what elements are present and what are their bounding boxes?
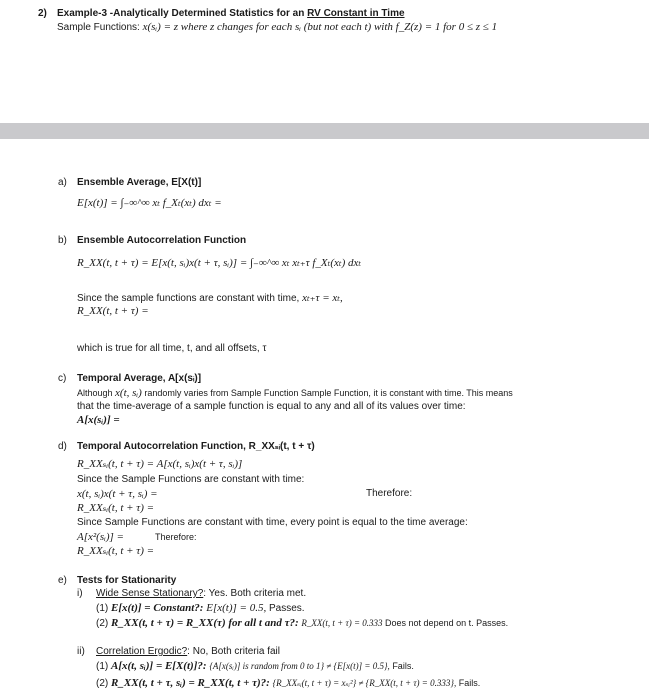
part-e-ii-1 bbox=[96, 660, 414, 673]
part-d-eq4: A[x²(sᵢ)] = bbox=[77, 531, 124, 543]
ii1-num: (1) bbox=[96, 661, 109, 672]
part-c-label: c) bbox=[58, 373, 67, 384]
sample-math: x(sᵢ) = z where z changes for each sᵢ (but not each t) with f_Z(z) = 1 for 0 ≤ z ≤ 1 bbox=[142, 21, 498, 33]
i1-tail: Passes. bbox=[266, 603, 305, 614]
ii1-math: {A[x(sᵢ)] is random from 0 to 1} ≠ {E[x(t)] = 0.5}, bbox=[209, 661, 390, 671]
part-b-since-text: Since the sample functions are constant with time, bbox=[77, 293, 303, 304]
part-c-line1-b: randomly varies from Sample Function Sample Function, it is constant with time. This means bbox=[141, 388, 513, 398]
problem-number: 2) bbox=[38, 8, 47, 19]
ii1-tail: Fails. bbox=[389, 661, 414, 671]
part-d-since1: Since the Sample Functions are constant with time: bbox=[77, 474, 305, 485]
part-d-therefore2: Therefore: bbox=[155, 532, 197, 542]
ii2-num: (2) bbox=[96, 678, 109, 689]
part-d-title: Temporal Autocorrelation Function, R_XXₛᵢ(t, t + τ) bbox=[77, 441, 315, 452]
part-c-line1-a: Although bbox=[77, 388, 116, 398]
part-e-title: Tests for Stationarity bbox=[77, 575, 177, 586]
i1-num: (1) bbox=[96, 603, 109, 614]
part-d-eq1: R_XXₛᵢ(t, t + τ) = A[x(t, sᵢ)x(t + τ, sᵢ)] bbox=[77, 458, 243, 470]
part-e-i-2 bbox=[96, 617, 508, 630]
ii2-tail: Fails. bbox=[456, 678, 481, 688]
part-e-ii-heading bbox=[96, 646, 280, 658]
i1-bold: E[x(t)] = Constant?: bbox=[111, 602, 204, 614]
part-b-label: b) bbox=[58, 235, 67, 246]
part-a-label: a) bbox=[58, 177, 67, 188]
wss-rest: : Yes. Both criteria met. bbox=[203, 588, 307, 599]
part-e-ii-2 bbox=[96, 677, 480, 690]
part-c-title: Temporal Average, A[x(sᵢ)] bbox=[77, 373, 202, 384]
title-prefix: Example-3 -Analytically Determined Statistics for an bbox=[57, 8, 308, 19]
part-a-title: Ensemble Average, E[X(t)] bbox=[77, 177, 202, 188]
ii2-math: {R_XXₛᵢ(t, t + τ) = xₛᵢ²} ≠ {R_XX(t, t + τ) = 0.333}, bbox=[272, 678, 457, 688]
part-e-i-heading bbox=[96, 588, 306, 600]
part-b-true-line: which is true for all time, t, and all offsets, τ bbox=[77, 343, 267, 354]
part-d-therefore1: Therefore: bbox=[366, 488, 413, 499]
part-e-i-label: i) bbox=[77, 588, 83, 599]
part-e-label: e) bbox=[58, 575, 67, 586]
part-c-equation: A[x(sᵢ)] = bbox=[77, 414, 120, 426]
part-d-since2: Since Sample Functions are constant with time, every point is equal to the time average: bbox=[77, 517, 468, 528]
ii2-bold: R_XX(t, t + τ, sᵢ) = R_XX(t, t + τ)?: bbox=[111, 677, 270, 689]
part-d-eq2: x(t, sᵢ)x(t + τ, sᵢ) = bbox=[77, 488, 158, 500]
title-underlined: RV Constant in Time bbox=[307, 8, 405, 19]
part-a-equation: E[x(t)] = ∫₋∞^∞ xₜ f_Xₜ(xₜ) dxₜ = bbox=[77, 197, 222, 209]
ii1-bold: A[x(t, sᵢ)] = E[X(t)]?: bbox=[111, 660, 207, 672]
part-b-since-math: xₜ₊τ = xₜ, bbox=[302, 292, 343, 304]
part-c-line1-math: x(t, sᵢ) bbox=[115, 387, 142, 399]
part-b-title: Ensemble Autocorrelation Function bbox=[77, 235, 247, 246]
part-e-ii-label: ii) bbox=[77, 646, 85, 657]
sample-functions-line bbox=[57, 21, 497, 34]
i2-bold: R_XX(t, t + τ) = R_XX(τ) for all t and τ?: bbox=[111, 617, 299, 629]
part-e-i-1 bbox=[96, 602, 305, 615]
part-d-eq5: R_XXₛᵢ(t, t + τ) = bbox=[77, 545, 155, 557]
part-c-line2: that the time-average of a sample function is equal to any and all of its values over time: bbox=[77, 401, 466, 412]
part-b-since-line bbox=[77, 292, 343, 305]
part-c-line1 bbox=[77, 387, 513, 400]
i2-tail: Does not depend on t. Passes. bbox=[382, 618, 509, 628]
i2-math: R_XX(t, t + τ) = 0.333 bbox=[301, 618, 383, 628]
gray-separator-bar bbox=[0, 123, 649, 139]
ergodic-rest: : No, Both criteria fail bbox=[187, 646, 280, 657]
problem-title bbox=[57, 8, 405, 20]
wss-underlined: Wide Sense Stationary? bbox=[96, 588, 204, 599]
part-d-label: d) bbox=[58, 441, 67, 452]
part-b-equation: R_XX(t, t + τ) = E[x(t, sᵢ)x(t + τ, sᵢ)] = ∫₋∞^∞ xₜ xₜ₊τ f_Xₜ(xₜ) dxₜ bbox=[77, 257, 362, 269]
sample-label: Sample Functions: bbox=[57, 22, 143, 33]
i2-num: (2) bbox=[96, 618, 109, 629]
ergodic-underlined: Correlation Ergodic? bbox=[96, 646, 188, 657]
part-d-eq3: R_XXₛᵢ(t, t + τ) = bbox=[77, 502, 155, 514]
i1-math: E[x(t)] = 0.5, bbox=[206, 602, 267, 614]
part-b-rxx: R_XX(t, t + τ) = bbox=[77, 305, 149, 317]
